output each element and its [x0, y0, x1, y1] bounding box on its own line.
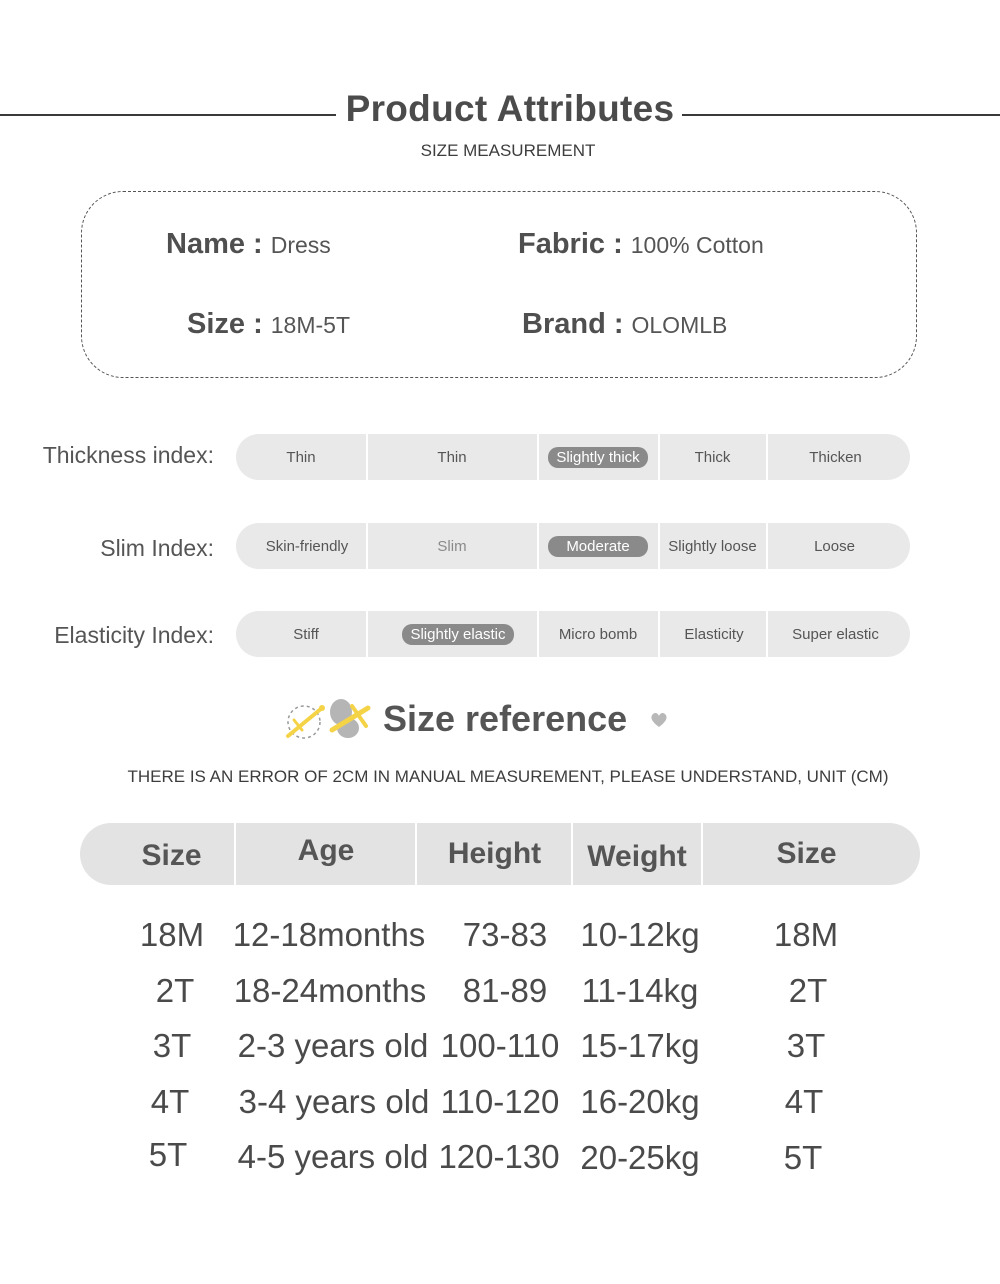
cell-size-2: 18M	[773, 916, 839, 953]
cell-age: 3-4 years old	[238, 1083, 430, 1120]
attr-name	[166, 228, 331, 261]
elasticity-option-label: Elasticity	[684, 625, 744, 643]
thickness-option-thicken	[767, 434, 904, 480]
cell-height: 73-83	[462, 916, 548, 953]
slim-index-bar	[236, 523, 910, 569]
slim-option-slim	[367, 523, 537, 569]
cell-weight: 11-14kg	[581, 972, 699, 1009]
slim-index-label: Slim Index:	[100, 535, 214, 561]
thickness-option-label: Thin	[286, 448, 316, 466]
cell-age: 18-24months	[233, 972, 427, 1009]
thickness-option-thin-1	[236, 434, 366, 480]
cell-age: 2-3 years old	[237, 1027, 429, 1064]
thickness-index-label: Thickness index:	[42, 442, 214, 468]
attributes-box	[81, 191, 917, 378]
header-rule-left	[0, 114, 336, 116]
elasticity-option-stiff	[236, 611, 376, 657]
heart-icon	[650, 712, 668, 728]
header-weight: Weight	[587, 840, 687, 873]
elasticity-index-bar	[236, 611, 910, 657]
selected-pill: Slightly elastic	[402, 624, 513, 645]
thickness-option-slightly-thick	[538, 434, 658, 480]
cell-size: 3T	[152, 1027, 192, 1064]
cell-size-2: 4T	[784, 1083, 824, 1120]
cell-size: 2T	[155, 972, 195, 1009]
slim-option-label: Slightly loose	[668, 537, 757, 555]
page-title: Product Attributes	[345, 88, 675, 129]
cell-height: 100-110	[440, 1027, 560, 1064]
attr-brand-label: Brand :	[522, 308, 624, 340]
attr-fabric	[518, 228, 764, 261]
elasticity-option-super-elastic	[767, 611, 904, 657]
header-size-2: Size	[776, 837, 837, 870]
cell-size: 18M	[139, 916, 205, 953]
measurement-note: THERE IS AN ERROR OF 2CM IN MANUAL MEASUREMENT, PLEASE UNDERSTAND, UNIT (CM)	[127, 767, 889, 786]
slim-option-moderate	[538, 523, 658, 569]
attr-size-value: 18M-5T	[270, 312, 350, 338]
attr-fabric-label: Fabric :	[518, 228, 623, 260]
size-reference-title: Size reference	[383, 698, 628, 739]
header-height: Height	[447, 837, 542, 870]
thickness-option-thin-2	[367, 434, 537, 480]
cell-weight: 20-25kg	[580, 1139, 700, 1176]
elasticity-option-micro-bomb	[538, 611, 658, 657]
cell-age: 12-18months	[232, 916, 426, 953]
header-rule-right	[682, 114, 1000, 116]
cell-size-2: 3T	[786, 1027, 826, 1064]
cell-height: 120-130	[438, 1138, 560, 1175]
slim-option-loose	[767, 523, 902, 569]
slim-option-label: Skin-friendly	[265, 537, 349, 555]
attr-brand-value: OLOMLB	[631, 312, 728, 338]
selected-pill: Moderate	[548, 536, 647, 557]
cell-weight: 10-12kg	[580, 916, 700, 953]
thickness-index-bar	[236, 434, 910, 480]
cell-height: 81-89	[462, 972, 548, 1009]
elasticity-option-label: Micro bomb	[558, 625, 638, 643]
cell-size-2: 2T	[788, 972, 828, 1009]
attr-size-label: Size :	[187, 308, 263, 340]
cell-weight: 15-17kg	[580, 1027, 700, 1064]
slim-option-slightly-loose	[659, 523, 766, 569]
slim-option-skin-friendly	[236, 523, 378, 569]
header-size: Size	[141, 839, 202, 872]
elasticity-option-elasticity	[659, 611, 769, 657]
cell-size-2: 5T	[783, 1139, 823, 1176]
size-table-header	[80, 823, 920, 885]
thickness-option-label: Thick	[694, 448, 731, 466]
slim-option-label: Loose	[814, 537, 855, 555]
elasticity-option-slightly-elastic	[367, 611, 549, 657]
slim-option-label: Slim	[437, 537, 467, 555]
cell-weight: 16-20kg	[580, 1083, 700, 1120]
thickness-option-thick	[659, 434, 766, 480]
cell-age: 4-5 years old	[237, 1138, 429, 1175]
elasticity-option-label: Super elastic	[792, 625, 879, 643]
elasticity-option-label: Stiff	[293, 625, 319, 643]
cell-size: 4T	[150, 1083, 190, 1120]
thickness-option-label: Thicken	[809, 448, 862, 466]
page-subtitle: SIZE MEASUREMENT	[420, 141, 596, 160]
measuring-tape-icon	[282, 700, 332, 744]
header-age: Age	[297, 834, 355, 867]
elasticity-index-label: Elasticity Index:	[54, 622, 214, 648]
attr-size	[187, 308, 350, 341]
cell-height: 110-120	[440, 1083, 560, 1120]
bee-icon	[326, 696, 374, 744]
thickness-option-label: Thin	[437, 448, 467, 466]
attr-brand	[522, 308, 727, 341]
attr-fabric-value: 100% Cotton	[630, 232, 764, 258]
cell-size: 5T	[148, 1136, 188, 1173]
selected-pill: Slightly thick	[548, 447, 647, 468]
attr-name-label: Name :	[166, 228, 263, 260]
attr-name-value: Dress	[270, 232, 331, 258]
